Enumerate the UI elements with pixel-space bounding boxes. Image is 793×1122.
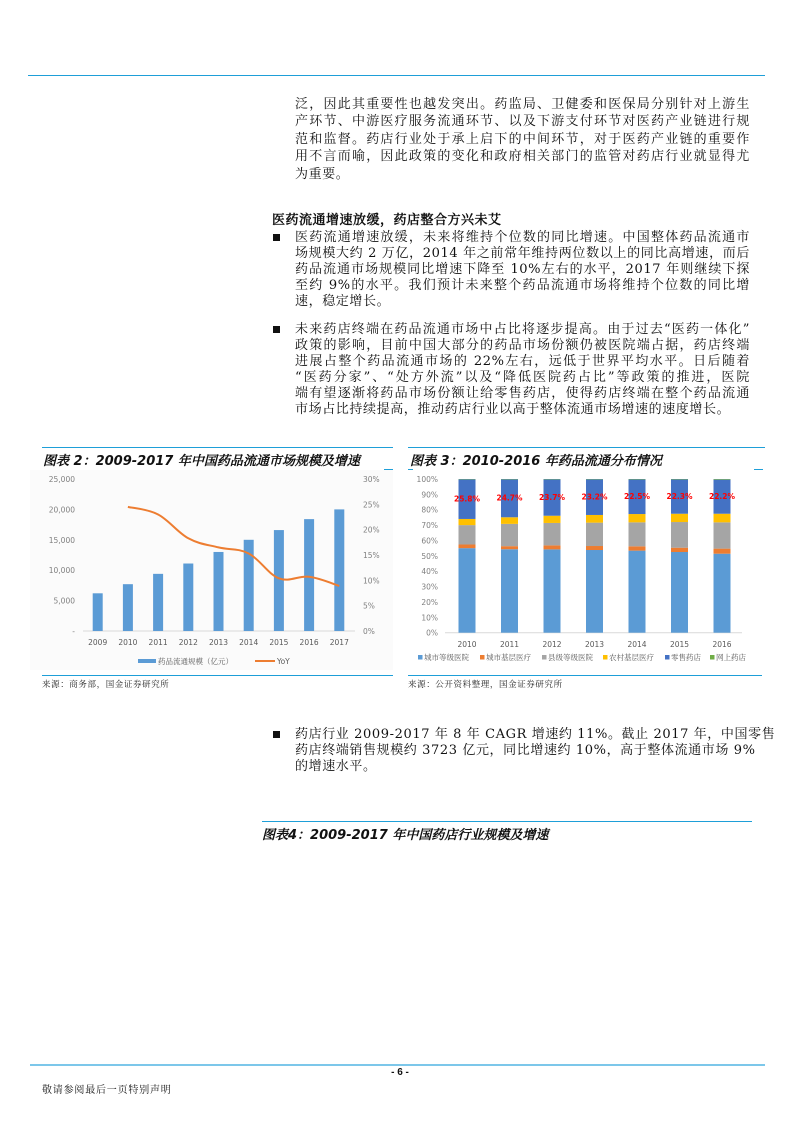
stacked-segment	[501, 546, 518, 549]
text-line: 范和监督。药店行业处于承上启下的中间环节，对于医药产业链的重要作	[295, 131, 750, 147]
data-label: 22.2%	[708, 491, 736, 501]
left-axis-tick: 10,000	[48, 566, 75, 576]
stacked-segment	[586, 546, 603, 550]
x-axis-label: 2015	[669, 640, 690, 649]
text-line: 药店行业 2009-2017 年 8 年 CAGR 增速约 11%。截止 2017 年，中国零售	[295, 727, 776, 742]
x-axis-label: 2010	[457, 640, 477, 649]
right-axis-tick: 0%	[363, 627, 375, 636]
stacked-segment	[459, 525, 476, 544]
text-line: 用不言而喻，因此政策的变化和政府相关部门的监管对药店行业就显得尤	[295, 149, 750, 165]
stacked-segment	[714, 479, 731, 480]
y-axis-tick: 50%	[421, 551, 438, 561]
stacked-segment	[586, 515, 603, 523]
stacked-segment	[586, 550, 603, 633]
stacked-segment	[629, 551, 646, 633]
figure3-bottom-rule	[408, 675, 762, 676]
legend-label: 网上药店	[716, 653, 746, 662]
text-line: 至约 9%的水平。我们预计未来整个药品流通市场将维持个位数的同比增	[295, 278, 750, 294]
x-axis-label: 2013	[584, 640, 605, 649]
left-axis-tick: 5,000	[53, 596, 75, 606]
x-axis-label: 2016	[299, 638, 319, 647]
x-axis-label: 2010	[118, 638, 138, 647]
stacked-segment	[544, 523, 561, 545]
stacked-segment	[501, 549, 518, 632]
data-label: 22.5%	[623, 492, 651, 502]
figure3-title: 图表 3：2010-2016 年药品流通分布情况	[410, 454, 662, 469]
text-line: 药店终端销售规模约 3723 亿元，同比增速约 10%，高于整体流通市场 9%	[295, 743, 756, 759]
stacked-segment	[629, 514, 646, 522]
text-line: 泛，因此其重要性也越发突出。药监局、卫健委和医保局分别针对上游生	[295, 97, 750, 112]
legend-swatch	[710, 655, 715, 660]
x-axis-label: 2014	[627, 640, 647, 649]
right-axis-tick: 20%	[363, 525, 380, 535]
left-axis-tick: 20,000	[48, 505, 75, 515]
text-line: “医药分家”、“处方外流”以及“降低医院药占比”等政策的推进，医院	[295, 370, 750, 386]
bar-market-size	[153, 574, 163, 631]
data-label: 25.8%	[453, 494, 481, 504]
y-axis-tick: 40%	[421, 567, 438, 577]
y-axis-tick: 30%	[421, 582, 438, 592]
text-line: 医药流通增速放缓，未来将维持个位数的同比增速。中国整体药品流通市	[295, 230, 750, 245]
left-axis-tick: -	[72, 627, 75, 636]
y-axis-tick: 70%	[421, 521, 438, 531]
x-axis-label: 2011	[499, 640, 520, 649]
right-axis-tick: 5%	[363, 601, 375, 611]
bar-market-size	[93, 593, 103, 631]
stacked-segment	[544, 516, 561, 523]
left-axis-tick: 25,000	[48, 475, 75, 484]
y-axis-tick: 20%	[421, 597, 438, 607]
data-label: 23.7%	[538, 492, 566, 502]
legend-label: 农村基层医疗	[609, 653, 654, 662]
text-line: 为重要。	[295, 166, 350, 182]
figure2-title: 图表 2：2009-2017 年中国药品流通市场规模及增速	[43, 454, 360, 469]
figure2-chart	[30, 470, 393, 670]
legend-label: 零售药店	[671, 653, 701, 662]
stacked-segment	[459, 548, 476, 633]
legend-label: 城市基层医疗	[486, 653, 531, 662]
legend-label: YoY	[277, 657, 290, 666]
data-label: 22.3%	[666, 491, 693, 501]
footer-rule	[30, 1064, 765, 1066]
x-axis-label: 2013	[208, 638, 229, 647]
bullet-paragraph-pharmacy-share	[295, 322, 750, 419]
stacked-segment	[501, 524, 518, 546]
figure4-top-rule	[262, 821, 752, 822]
text-line: 端有望逐渐将药品市场份额让给零售药店，使得药店终端在整个药品流通	[295, 386, 750, 402]
x-axis-label: 2011	[148, 638, 168, 647]
stacked-segment	[671, 514, 688, 522]
page-number: - 6 -	[391, 1067, 409, 1078]
data-label: 23.2%	[581, 492, 608, 502]
legend-swatch	[603, 655, 608, 660]
stacked-segment	[629, 522, 646, 546]
figure2-bottom-rule	[42, 675, 393, 676]
section-heading: 医药流通增速放缓，药店整合方兴未艾	[272, 213, 502, 228]
data-label: 24.7%	[496, 493, 523, 503]
header-rule	[28, 75, 765, 76]
x-axis-label: 2012	[178, 638, 198, 647]
stacked-segment	[714, 522, 731, 548]
bar-market-size	[274, 530, 284, 631]
y-axis-tick: 60%	[421, 536, 438, 546]
legend-label: 县级等级医院	[548, 653, 593, 662]
stacked-segment	[671, 552, 688, 633]
bar-market-size	[123, 584, 133, 631]
x-axis-label: 2012	[542, 640, 562, 649]
figure3-chart	[405, 470, 767, 670]
x-axis-label: 2015	[269, 638, 289, 647]
legend-swatch	[418, 655, 423, 660]
bullet-paragraph-pharmacy-cagr	[295, 727, 776, 775]
bar-market-size	[214, 552, 224, 631]
figure2-top-rule	[42, 447, 393, 448]
legend-swatch	[480, 655, 485, 660]
stacked-segment	[671, 522, 688, 548]
footer-disclaimer: 敬请参阅最后一页特别声明	[42, 1085, 172, 1096]
text-line: 未来药店终端在药品流通市场中占比将逐步提高。由于过去“医药一体化”	[295, 322, 750, 337]
stacked-segment	[544, 545, 561, 549]
bar-market-size	[334, 509, 344, 631]
y-axis-tick: 100%	[416, 475, 438, 484]
text-line: 速，稳定增长。	[295, 294, 391, 310]
figure3-source: 来源：公开资料整理，国金证券研究所	[408, 680, 563, 690]
legend-swatch	[665, 655, 670, 660]
y-axis-tick: 10%	[421, 613, 438, 623]
stacked-segment	[544, 549, 561, 632]
text-line: 药品流通市场规模同比增速下降至 10%左右的水平，2017 年则继续下探	[295, 262, 750, 278]
bullet-marker	[273, 234, 280, 241]
right-axis-tick: 10%	[363, 576, 380, 586]
legend-label: 药品流通规模（亿元）	[158, 657, 233, 666]
stacked-segment	[714, 514, 731, 523]
right-axis-tick: 25%	[363, 500, 380, 510]
figure2-source: 来源：商务部，国金证券研究所	[42, 680, 170, 690]
left-axis-tick: 15,000	[48, 535, 75, 545]
stacked-segment	[671, 548, 688, 552]
x-axis-label: 2014	[239, 638, 259, 647]
bullet-paragraph-distribution-growth	[295, 230, 750, 310]
x-axis-label: 2016	[712, 640, 732, 649]
legend-label: 城市等级医院	[424, 653, 469, 662]
bullet-marker	[273, 326, 280, 333]
text-line: 市场占比持续提高，推动药店行业以高于整体流通市场增速的速度增长。	[295, 402, 731, 418]
y-axis-tick: 80%	[421, 505, 438, 515]
text-line: 进展占整个药品流通市场的 22%左右，远低于世界平均水平。日后随着	[295, 354, 750, 370]
stacked-segment	[459, 519, 476, 525]
stacked-segment	[714, 549, 731, 554]
x-axis-label: 2009	[88, 638, 108, 647]
bullet-marker	[273, 731, 280, 738]
text-line: 产环节、中游医疗服务流通环节、以及下游支付环节对医药产业链进行规	[295, 114, 750, 130]
right-axis-tick: 15%	[363, 551, 380, 560]
figure4-title: 图表4：2009-2017 年中国药店行业规模及增速	[262, 828, 549, 843]
legend-swatch	[542, 655, 547, 660]
stacked-segment	[501, 517, 518, 524]
y-axis-tick: 0%	[426, 628, 438, 638]
bar-market-size	[304, 519, 314, 631]
right-axis-tick: 30%	[363, 475, 380, 484]
text-line: 政策的影响，目前中国大部分的药品市场份额仍被医院端占据，药店终端	[295, 338, 750, 354]
figure3-top-rule	[408, 447, 765, 448]
stacked-segment	[629, 546, 646, 550]
text-line: 的增速水平。	[295, 759, 377, 775]
bar-market-size	[183, 564, 193, 631]
text-line: 场规模大约 2 万亿，2014 年之前常年维持两位数以上的同比高增速，而后	[295, 246, 750, 262]
x-axis-label: 2017	[329, 638, 349, 647]
intro-paragraph	[295, 96, 750, 183]
stacked-segment	[459, 544, 476, 548]
stacked-segment	[714, 554, 731, 633]
y-axis-tick: 90%	[421, 490, 438, 500]
stacked-segment	[586, 523, 603, 546]
legend-swatch-bar	[138, 659, 156, 663]
